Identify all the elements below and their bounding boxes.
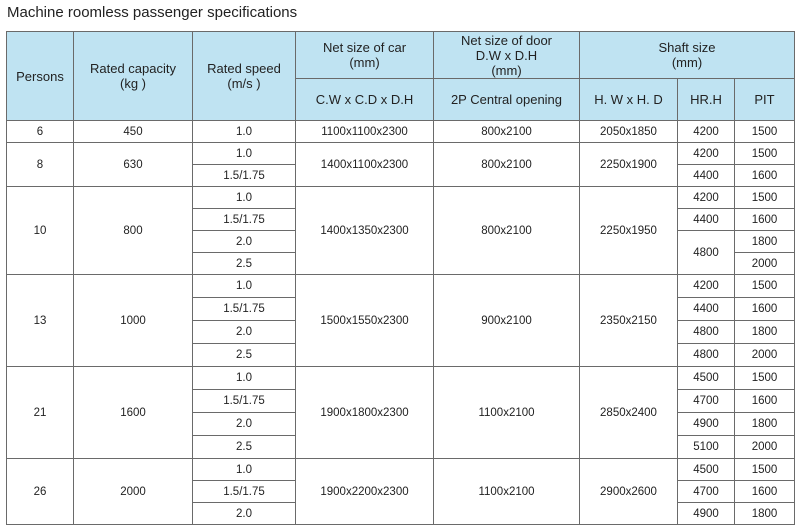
cell-speed: 1.5/1.75 — [193, 298, 296, 321]
table-row — [7, 187, 795, 209]
cell-car-size: 1900x2200x2300 — [296, 459, 434, 525]
cell-car-size: 1400x1350x2300 — [296, 187, 434, 275]
cell-hr-h: 4500 — [678, 459, 735, 481]
cell-speed: 2.0 — [193, 231, 296, 253]
cell-persons: 21 — [7, 367, 74, 459]
table-row — [7, 459, 795, 481]
cell-hr-h: 4800 — [678, 344, 735, 367]
cell-speed: 1.0 — [193, 459, 296, 481]
cell-pit: 1600 — [735, 390, 795, 413]
cell-speed: 1.0 — [193, 121, 296, 143]
cell-speed: 1.5/1.75 — [193, 165, 296, 187]
cell-speed: 2.0 — [193, 413, 296, 436]
table-row — [7, 367, 795, 390]
cell-pit: 1500 — [735, 275, 795, 298]
cell-pit: 2000 — [735, 253, 795, 275]
cell-persons: 8 — [7, 143, 74, 187]
cell-hr-h: 4200 — [678, 275, 735, 298]
cell-speed: 1.0 — [193, 367, 296, 390]
cell-capacity: 1600 — [74, 367, 193, 459]
cell-pit: 2000 — [735, 436, 795, 459]
cell-speed: 1.5/1.75 — [193, 481, 296, 503]
cell-speed: 1.0 — [193, 143, 296, 165]
cell-shaft-size: 2250x1950 — [580, 187, 678, 275]
header-pit: PIT — [735, 79, 795, 121]
cell-persons: 6 — [7, 121, 74, 143]
cell-speed: 1.5/1.75 — [193, 390, 296, 413]
cell-door-size: 800x2100 — [434, 187, 580, 275]
cell-persons: 26 — [7, 459, 74, 525]
cell-hr-h: 4700 — [678, 390, 735, 413]
header-door-opening: 2P Central opening — [434, 79, 580, 121]
cell-car-size: 1900x1800x2300 — [296, 367, 434, 459]
cell-speed: 2.0 — [193, 321, 296, 344]
cell-pit: 1800 — [735, 413, 795, 436]
cell-hr-h: 4200 — [678, 187, 735, 209]
cell-door-size: 900x2100 — [434, 275, 580, 367]
cell-hr-h: 4900 — [678, 413, 735, 436]
cell-hr-h: 4200 — [678, 143, 735, 165]
header-rated-capacity: Rated capacity (kg ) — [74, 32, 193, 121]
cell-hr-h: 5100 — [678, 436, 735, 459]
cell-speed: 1.0 — [193, 187, 296, 209]
cell-pit: 2000 — [735, 344, 795, 367]
cell-capacity: 450 — [74, 121, 193, 143]
cell-door-size: 800x2100 — [434, 143, 580, 187]
header-door-size: Net size of door D.W x D.H (mm) — [434, 32, 580, 79]
cell-pit: 1500 — [735, 121, 795, 143]
cell-shaft-size: 2850x2400 — [580, 367, 678, 459]
cell-hr-h: 4200 — [678, 121, 735, 143]
cell-hr-h: 4800 — [678, 321, 735, 344]
cell-capacity: 630 — [74, 143, 193, 187]
table-row — [7, 121, 795, 143]
cell-capacity: 800 — [74, 187, 193, 275]
cell-shaft-size: 2350x2150 — [580, 275, 678, 367]
table-row — [7, 275, 795, 298]
header-shaft-dims: H. W x H. D — [580, 79, 678, 121]
cell-hr-h: 4400 — [678, 209, 735, 231]
header-rated-speed: Rated speed (m/s ) — [193, 32, 296, 121]
cell-capacity: 2000 — [74, 459, 193, 525]
cell-shaft-size: 2050x1850 — [580, 121, 678, 143]
cell-hr-h: 4500 — [678, 367, 735, 390]
cell-door-size: 1100x2100 — [434, 367, 580, 459]
cell-pit: 1800 — [735, 231, 795, 253]
cell-pit: 1800 — [735, 503, 795, 525]
cell-pit: 1500 — [735, 367, 795, 390]
cell-pit: 1500 — [735, 459, 795, 481]
cell-door-size: 1100x2100 — [434, 459, 580, 525]
header-hr-h: HR.H — [678, 79, 735, 121]
cell-pit: 1500 — [735, 187, 795, 209]
table-row — [7, 143, 795, 165]
cell-pit: 1600 — [735, 481, 795, 503]
cell-hr-h: 4900 — [678, 503, 735, 525]
cell-shaft-size: 2900x2600 — [580, 459, 678, 525]
cell-pit: 1600 — [735, 165, 795, 187]
cell-hr-h: 4800 — [678, 231, 735, 275]
cell-shaft-size: 2250x1900 — [580, 143, 678, 187]
cell-hr-h: 4400 — [678, 165, 735, 187]
cell-door-size: 800x2100 — [434, 121, 580, 143]
page-title: Machine roomless passenger specifications — [7, 4, 298, 21]
cell-persons: 10 — [7, 187, 74, 275]
cell-speed: 2.0 — [193, 503, 296, 525]
header-car-size: Net size of car (mm) — [296, 32, 434, 79]
cell-capacity: 1000 — [74, 275, 193, 367]
cell-car-size: 1500x1550x2300 — [296, 275, 434, 367]
header-shaft-size: Shaft size (mm) — [580, 32, 795, 79]
cell-persons: 13 — [7, 275, 74, 367]
cell-speed: 2.5 — [193, 436, 296, 459]
cell-speed: 1.5/1.75 — [193, 209, 296, 231]
header-car-dims: C.W x C.D x D.H — [296, 79, 434, 121]
cell-pit: 1600 — [735, 209, 795, 231]
cell-speed: 1.0 — [193, 275, 296, 298]
cell-pit: 1800 — [735, 321, 795, 344]
cell-pit: 1500 — [735, 143, 795, 165]
header-persons: Persons — [7, 32, 74, 121]
cell-pit: 1600 — [735, 298, 795, 321]
cell-car-size: 1100x1100x2300 — [296, 121, 434, 143]
cell-speed: 2.5 — [193, 253, 296, 275]
cell-speed: 2.5 — [193, 344, 296, 367]
cell-hr-h: 4400 — [678, 298, 735, 321]
cell-hr-h: 4700 — [678, 481, 735, 503]
cell-car-size: 1400x1100x2300 — [296, 143, 434, 187]
spec-table — [6, 31, 795, 525]
